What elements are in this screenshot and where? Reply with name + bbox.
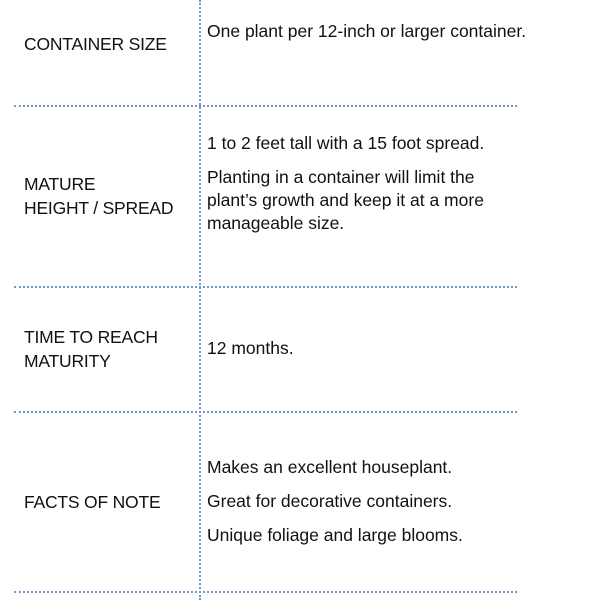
label-line: TIME TO REACH: [24, 327, 158, 347]
row-divider: [14, 286, 517, 288]
label-line: MATURE: [24, 174, 96, 194]
value-mature-height-spread: [207, 132, 527, 235]
label-time-to-maturity: [24, 325, 194, 373]
value-text: Great for decorative containers.: [207, 491, 453, 511]
label-facts-of-note: FACTS OF NOTE: [24, 492, 161, 512]
column-divider: [199, 0, 201, 600]
value-text: One plant per 12-inch or larger container.: [207, 21, 527, 41]
label-line: MATURITY: [24, 351, 111, 371]
value-facts-of-note: [207, 456, 527, 547]
value-text: Unique foliage and large blooms.: [207, 525, 463, 545]
value-text: Makes an excellent houseplant.: [207, 457, 453, 477]
row-divider: [14, 105, 517, 107]
value-text: 1 to 2 feet tall with a 15 foot spread.: [207, 133, 485, 153]
value-text: 12 months.: [207, 338, 294, 358]
label-line: HEIGHT / SPREAD: [24, 198, 174, 218]
value-container-size: [207, 20, 527, 43]
value-time-to-maturity: [207, 337, 527, 360]
value-text: Planting in a container will limit the plant’s growth and keep it at a more manageable size.: [207, 167, 484, 233]
label-mature-height-spread: [24, 172, 194, 220]
row-divider: [14, 591, 517, 593]
label-container-size: CONTAINER SIZE: [24, 34, 167, 54]
row-divider: [14, 411, 517, 413]
